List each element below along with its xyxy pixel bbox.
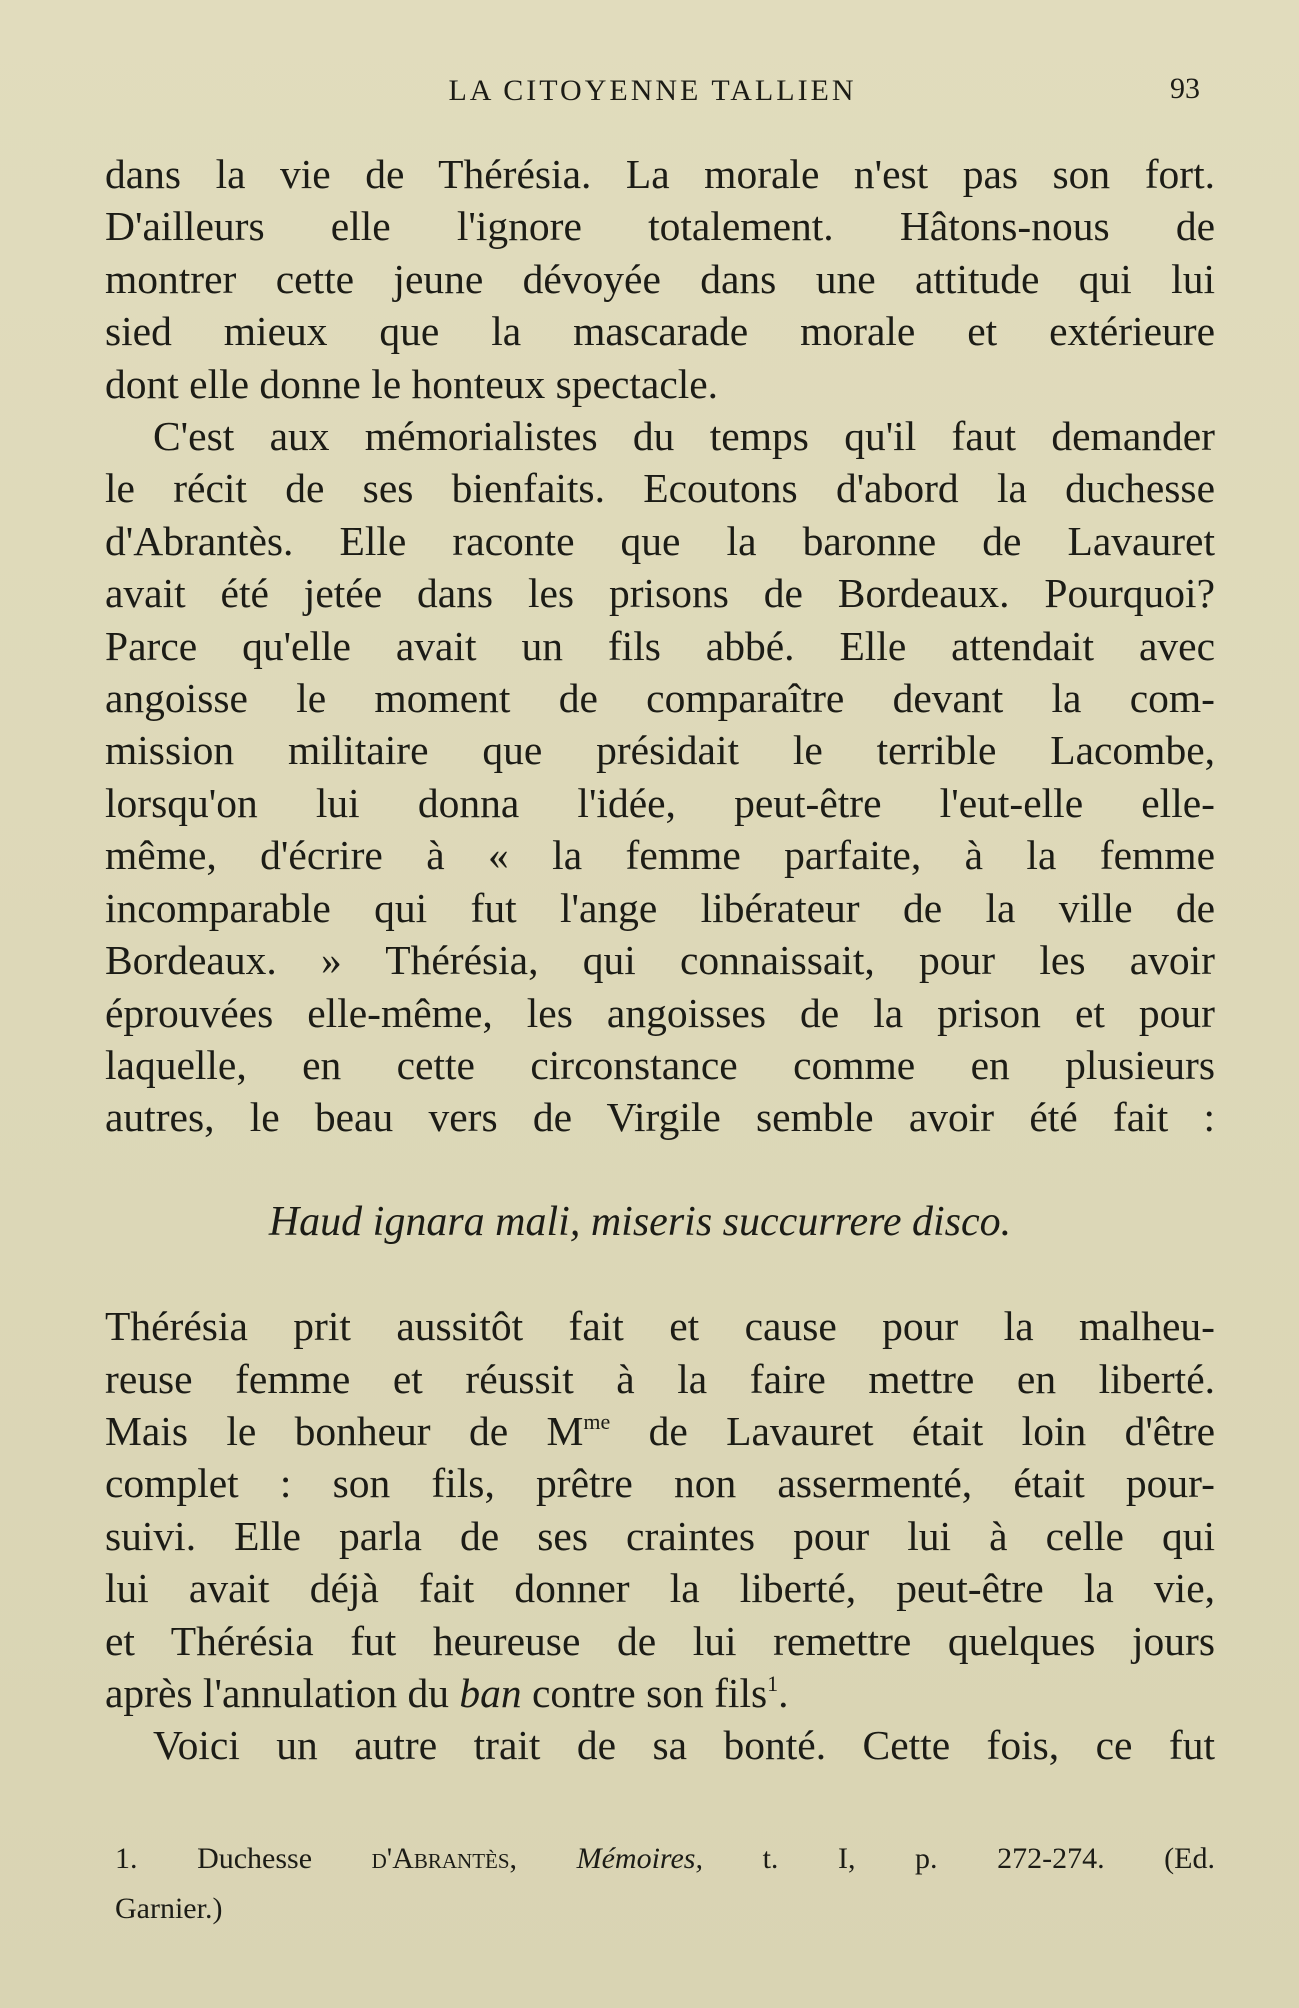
footnote-number: 1. [115,1842,138,1875]
text-line: dans la vie de Thérésia. La morale n'est pas son fort. [105,151,1215,197]
text-line: incomparable qui fut l'ange libérateur de la ville de [105,884,1215,931]
text-line: dont elle donne le honteux spectacle. [105,360,719,407]
footnote-author: Duchesse [197,1842,372,1875]
text-line: lui avait déjà fait donner la liberté, peut-être la vie, [105,1565,1215,1612]
paragraph-1 [105,148,1215,410]
paragraph-3 [105,1300,1215,1719]
italic-word: ban [459,1669,522,1716]
text-line: Thérésia prit aussitôt fait et cause pour la malheu- [105,1303,1215,1350]
footnote-marker: 1 [767,1670,779,1696]
page-header [105,70,1200,120]
footnote-author-smallcaps: d'Abrantès, [371,1842,518,1875]
text-line: complet : son fils, prêtre non assermenté, était pour- [105,1460,1215,1507]
text-line: et Thérésia fut heureuse de lui remettre quelques jours [105,1617,1215,1664]
text-line: avait été jetée dans les prisons de Bordeaux. Pourquoi? [105,570,1215,617]
footnote-title: Mémoires, [576,1842,703,1875]
text-line: autres, le beau vers de Virgile semble avoir été fait : [105,1094,1215,1141]
text-line [105,1667,1215,1719]
footnote-reference: t. I, p. 272-274. (Ed. [762,1842,1215,1875]
latin-verse: Haud ignara mali, miseris succurrere disco. [268,1198,1012,1245]
main-text [105,148,1215,1772]
text-line: D'ailleurs elle l'ignore totalement. Hâtons-nous de [105,203,1215,250]
page-number: 93 [1170,72,1200,105]
text-fragment: après l'annulation du [105,1669,460,1716]
running-title: LA CITOYENNE TALLIEN [448,74,857,107]
text-line: d'Abrantès. Elle raconte que la baronne de Lavauret [105,517,1215,564]
text-line: mission militaire que présidait le terrible Lacombe, [105,727,1215,774]
text-line: angoisse le moment de comparaître devant la com- [105,675,1215,722]
text-fragment: de Lavauret était loin d'être [610,1407,1215,1454]
text-line: montrer cette jeune dévoyée dans une attitude qui lui [105,255,1215,302]
text-line: sied mieux que la mascarade morale et extérieure [105,308,1215,355]
text-fragment: contre son fils [521,1669,768,1716]
text-line: le récit de ses bienfaits. Ecoutons d'abord la duchesse [105,465,1215,512]
text-line: même, d'écrire à « la femme parfaite, à la femme [105,832,1215,879]
footnote-line: Garnier.) [115,1892,223,1925]
text-fragment: . [778,1669,789,1716]
text-line: Bordeaux. » Thérésia, qui connaissait, pour les avoir [105,937,1215,984]
text-line: lorsqu'on lui donna l'idée, peut-être l'eut-elle elle- [105,779,1215,826]
superscript-abbreviation: me [583,1408,611,1434]
text-line: Parce qu'elle avait un fils abbé. Elle attendait avec [105,622,1215,669]
text-line: laquelle, en cette circonstance comme en plusieurs [105,1041,1215,1088]
text-line: suivi. Elle parla de ses craintes pour lui à celle qui [105,1512,1215,1559]
text-line: éprouvées elle-même, les angoisses de la prison et pour [105,989,1215,1036]
text-fragment: Mais le bonheur de M [105,1407,584,1454]
text-line: reuse femme et réussit à la faire mettre en liberté. [105,1355,1215,1402]
text-line: C'est aux mémorialistes du temps qu'il faut demander [153,413,1215,460]
footnote-line [115,1834,1215,1884]
text-line: Voici un autre trait de sa bonté. Cette fois, ce fut [153,1722,1215,1769]
paragraph-2 [105,410,1215,1144]
footnote [115,1834,1215,1934]
text-line [105,1405,1215,1457]
paragraph-4 [105,1719,1215,1771]
